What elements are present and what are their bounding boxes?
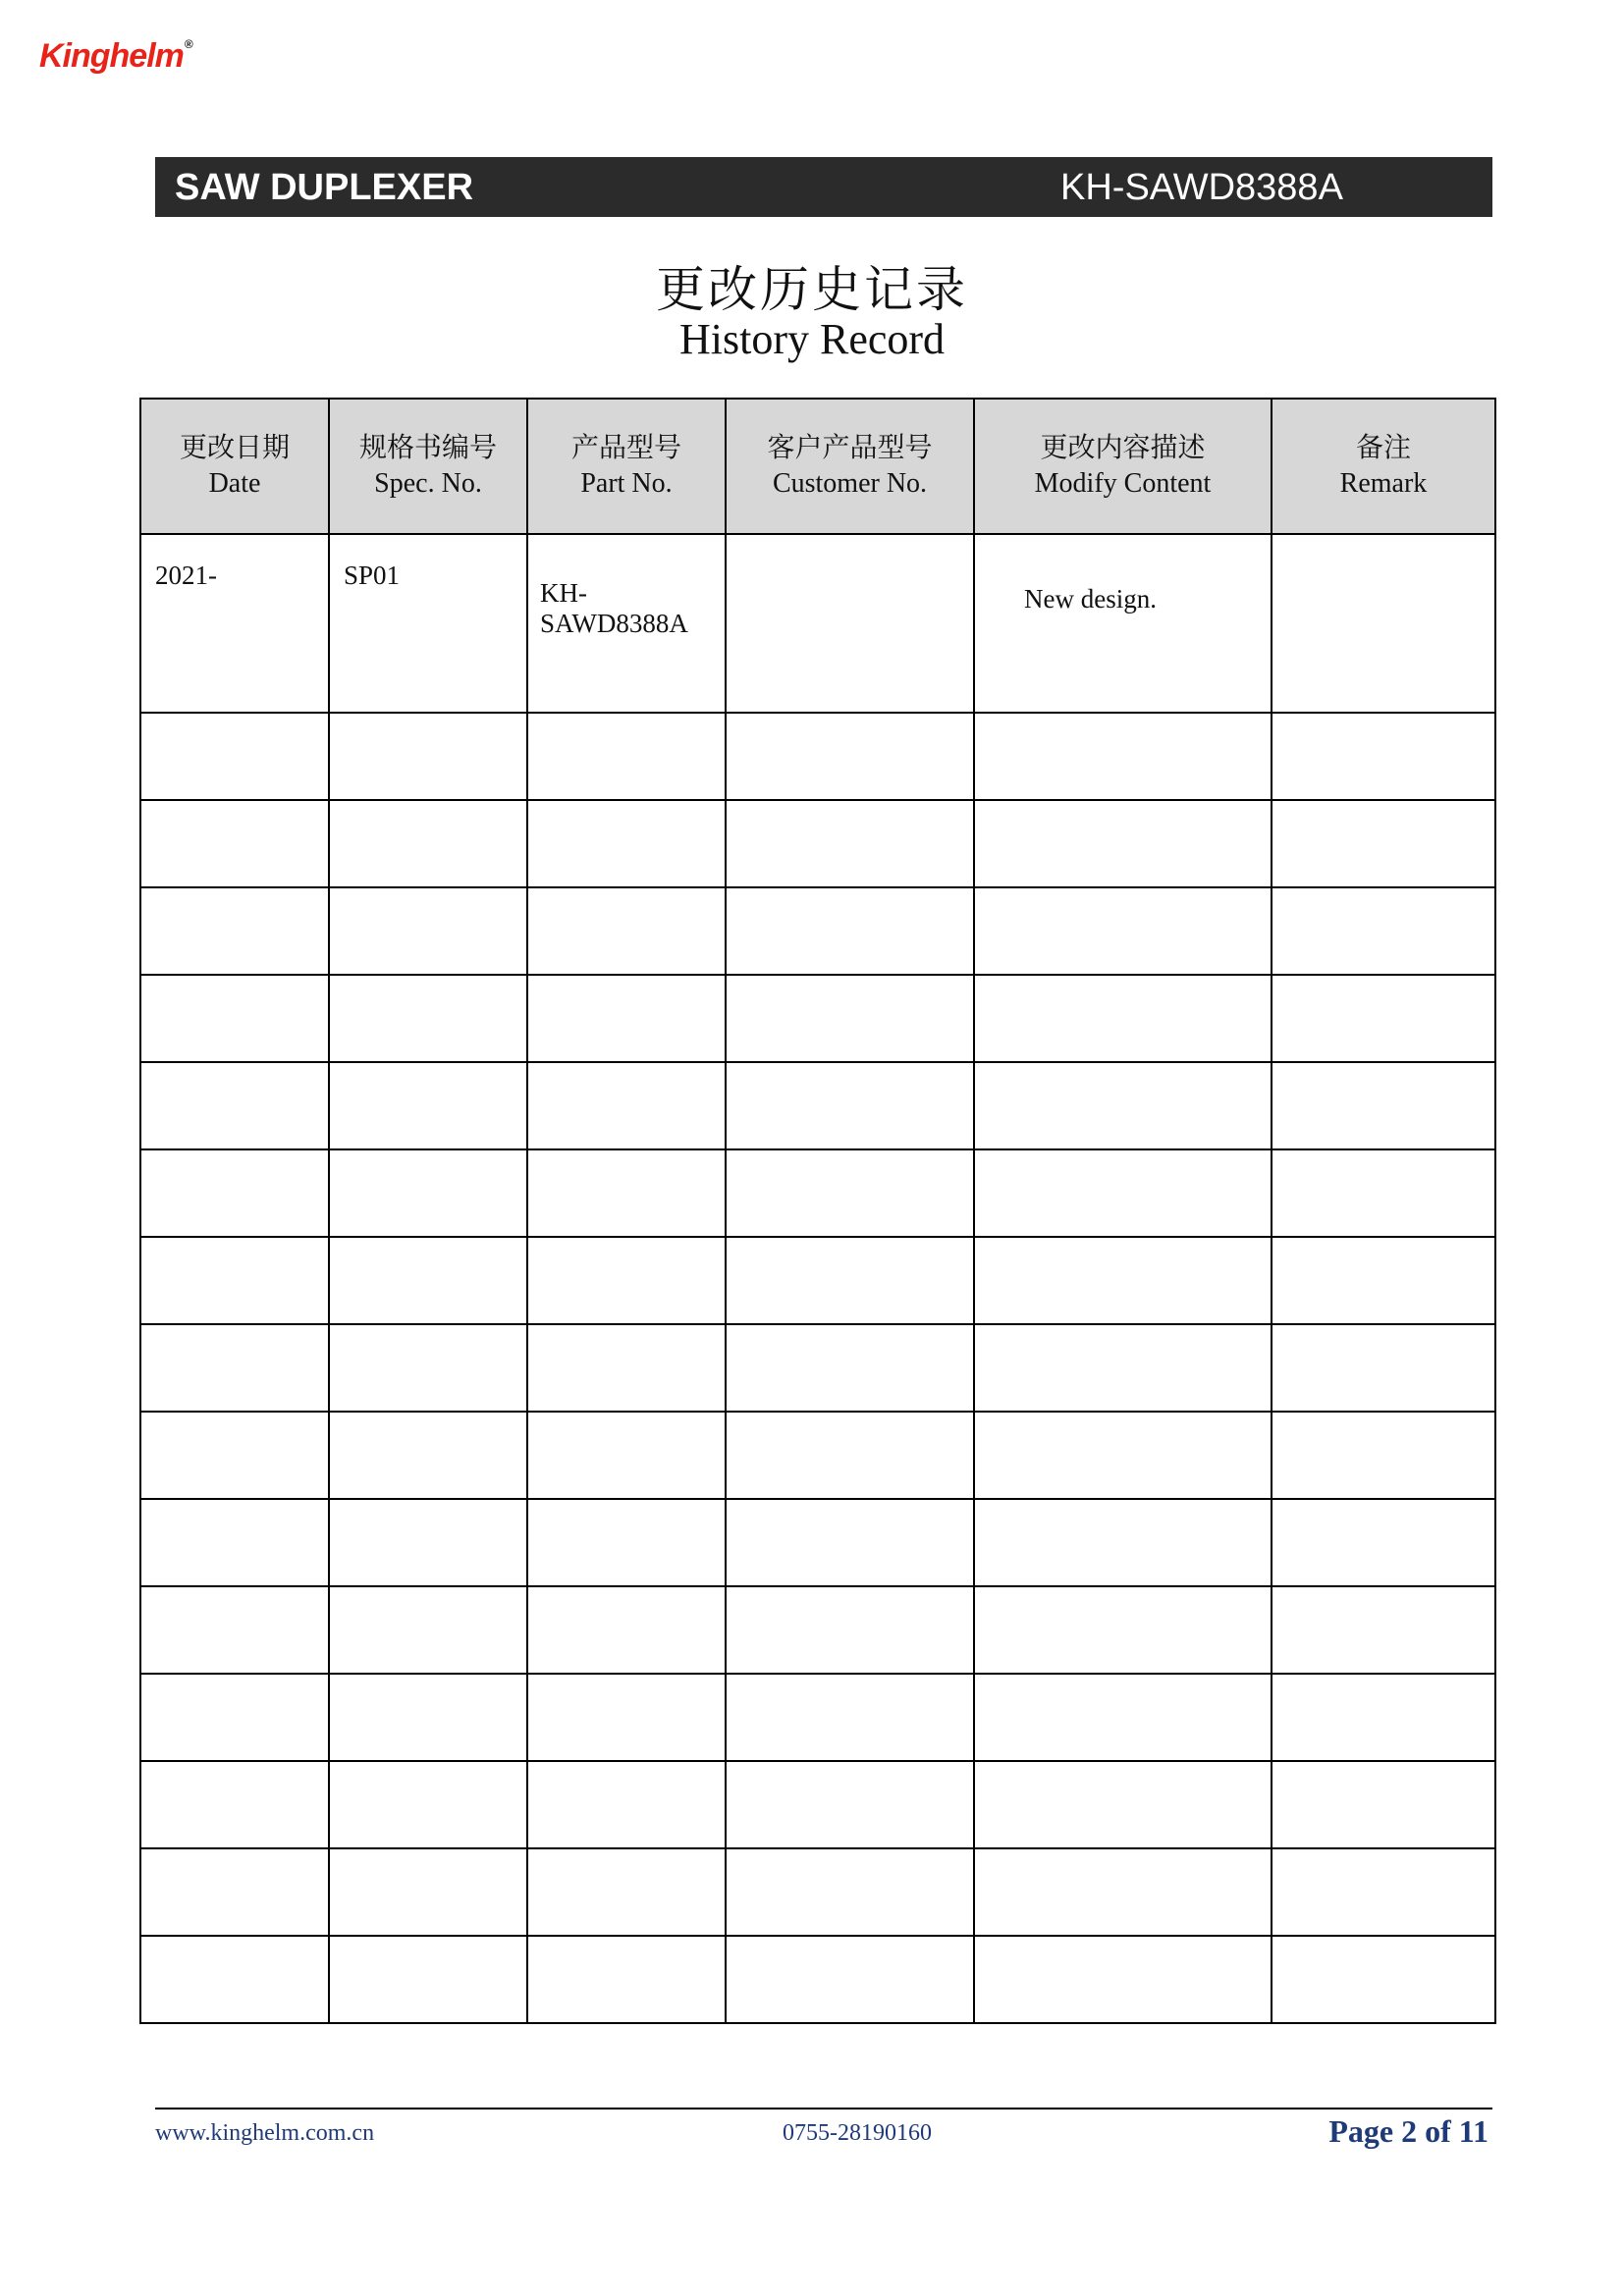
empty-cell — [329, 713, 527, 800]
empty-cell — [974, 713, 1272, 800]
empty-cell — [140, 1237, 329, 1324]
header-customer — [726, 399, 974, 534]
empty-cell — [527, 975, 726, 1062]
header-cn: 产品型号 — [570, 433, 681, 463]
kinghelm-logo — [39, 37, 192, 76]
empty-cell — [974, 800, 1272, 887]
empty-cell — [726, 1062, 974, 1149]
part-line-2: SAWD8388A — [540, 609, 688, 638]
empty-cell — [527, 1237, 726, 1324]
empty-cell — [1272, 975, 1495, 1062]
table-row — [140, 1062, 1495, 1149]
empty-cell — [726, 713, 974, 800]
table-header-row — [140, 399, 1495, 534]
empty-cell — [974, 1149, 1272, 1237]
cell-remark — [1272, 534, 1495, 713]
table-row — [140, 887, 1495, 975]
empty-cell — [1272, 800, 1495, 887]
empty-cell — [329, 1412, 527, 1499]
table-row — [140, 1936, 1495, 2023]
header-cn: 规格书编号 — [358, 433, 497, 463]
empty-cell — [329, 1062, 527, 1149]
table-row — [140, 1761, 1495, 1848]
empty-cell — [329, 1324, 527, 1412]
empty-cell — [527, 1149, 726, 1237]
empty-cell — [140, 1412, 329, 1499]
empty-cell — [140, 1761, 329, 1848]
cell-spec: SP01 — [329, 534, 527, 713]
table-row — [140, 1324, 1495, 1412]
empty-cell — [140, 1062, 329, 1149]
table-row — [140, 1412, 1495, 1499]
empty-cell — [140, 1936, 329, 2023]
empty-cell — [1272, 1412, 1495, 1499]
header-en: Date — [208, 468, 261, 499]
header-en: Customer No. — [772, 468, 928, 499]
empty-cell — [726, 1761, 974, 1848]
empty-cell — [1272, 1324, 1495, 1412]
trademark-symbol: ® — [184, 37, 192, 51]
empty-cell — [329, 1848, 527, 1936]
empty-cell — [726, 1674, 974, 1761]
logo-text: Kinghelm — [39, 37, 184, 75]
empty-cell — [726, 1412, 974, 1499]
cell-date: 2021- — [140, 534, 329, 713]
page-title-en: History Record — [678, 315, 946, 363]
header-cn: 客户产品型号 — [767, 433, 933, 463]
header-en: Part No. — [580, 468, 673, 499]
header-remark — [1272, 399, 1495, 534]
empty-cell — [1272, 1674, 1495, 1761]
cell-part — [527, 534, 726, 713]
empty-cell — [527, 1412, 726, 1499]
empty-cell — [726, 1149, 974, 1237]
table-row — [140, 1586, 1495, 1674]
page-title-cn: 更改历史记录 — [656, 262, 968, 317]
empty-cell — [726, 975, 974, 1062]
header-modify — [974, 399, 1272, 534]
table-row — [140, 975, 1495, 1062]
header-cn: 备注 — [1355, 433, 1411, 463]
empty-cell — [527, 1848, 726, 1936]
empty-cell — [974, 1324, 1272, 1412]
empty-cell — [1272, 1062, 1495, 1149]
header-en: Spec. No. — [374, 468, 482, 499]
empty-cell — [974, 1412, 1272, 1499]
header-cn: 更改日期 — [179, 433, 290, 463]
empty-cell — [329, 1761, 527, 1848]
empty-cell — [726, 887, 974, 975]
header-date — [140, 399, 329, 534]
empty-cell — [527, 1062, 726, 1149]
empty-cell — [329, 1237, 527, 1324]
empty-cell — [726, 1237, 974, 1324]
empty-cell — [140, 975, 329, 1062]
empty-cell — [974, 1761, 1272, 1848]
empty-cell — [726, 1324, 974, 1412]
empty-cell — [974, 1936, 1272, 2023]
empty-cell — [329, 975, 527, 1062]
empty-cell — [1272, 1237, 1495, 1324]
table-row — [140, 713, 1495, 800]
header-part — [527, 399, 726, 534]
history-table — [139, 398, 1496, 2024]
table-row — [140, 1848, 1495, 1936]
header-cn: 更改内容描述 — [1040, 433, 1206, 463]
empty-cell — [527, 1761, 726, 1848]
table-row — [140, 1149, 1495, 1237]
empty-cell — [974, 1586, 1272, 1674]
header-en: Modify Content — [1034, 468, 1212, 499]
empty-cell — [974, 1237, 1272, 1324]
empty-cell — [726, 1848, 974, 1936]
model-number: KH-SAWD8388A — [1060, 167, 1343, 208]
empty-cell — [1272, 713, 1495, 800]
empty-cell — [329, 887, 527, 975]
empty-cell — [974, 887, 1272, 975]
empty-cell — [1272, 1149, 1495, 1237]
empty-cell — [140, 800, 329, 887]
table-row — [140, 1237, 1495, 1324]
empty-cell — [329, 1149, 527, 1237]
header-spec — [329, 399, 527, 534]
empty-cell — [1272, 1936, 1495, 2023]
empty-cell — [726, 1499, 974, 1586]
empty-cell — [726, 1586, 974, 1674]
empty-cell — [140, 1324, 329, 1412]
empty-cell — [140, 1586, 329, 1674]
empty-cell — [527, 1499, 726, 1586]
empty-cell — [527, 713, 726, 800]
empty-cell — [1272, 887, 1495, 975]
empty-cell — [329, 800, 527, 887]
empty-cell — [974, 975, 1272, 1062]
empty-cell — [974, 1674, 1272, 1761]
header-en: Remark — [1339, 468, 1428, 499]
empty-cell — [140, 1848, 329, 1936]
product-type: SAW DUPLEXER — [175, 167, 474, 208]
empty-cell — [140, 887, 329, 975]
empty-cell — [329, 1499, 527, 1586]
table-row — [140, 534, 1495, 713]
footer-phone: 0755-28190160 — [783, 2120, 932, 2146]
part-line-1: KH- — [540, 578, 587, 608]
empty-cell — [527, 800, 726, 887]
empty-cell — [974, 1062, 1272, 1149]
table-row — [140, 1499, 1495, 1586]
empty-cell — [140, 1149, 329, 1237]
footer-divider — [155, 2108, 1492, 2109]
empty-cell — [140, 713, 329, 800]
empty-cell — [1272, 1499, 1495, 1586]
table-row — [140, 1674, 1495, 1761]
empty-cell — [329, 1936, 527, 2023]
footer-website: www.kinghelm.com.cn — [155, 2120, 375, 2146]
header-banner — [155, 157, 1492, 217]
empty-cell — [329, 1586, 527, 1674]
empty-cell — [140, 1499, 329, 1586]
empty-cell — [329, 1674, 527, 1761]
cell-customer — [726, 534, 974, 713]
empty-cell — [726, 800, 974, 887]
cell-modify: New design. — [974, 534, 1272, 713]
empty-cell — [974, 1499, 1272, 1586]
empty-cell — [140, 1674, 329, 1761]
empty-cell — [1272, 1761, 1495, 1848]
empty-cell — [527, 1674, 726, 1761]
footer-page-number: Page 2 of 11 — [1328, 2113, 1489, 2149]
empty-cell — [1272, 1586, 1495, 1674]
empty-cell — [527, 887, 726, 975]
empty-cell — [527, 1586, 726, 1674]
empty-cell — [974, 1848, 1272, 1936]
empty-cell — [527, 1936, 726, 2023]
empty-cell — [726, 1936, 974, 2023]
empty-cell — [1272, 1848, 1495, 1936]
empty-cell — [527, 1324, 726, 1412]
table-row — [140, 800, 1495, 887]
